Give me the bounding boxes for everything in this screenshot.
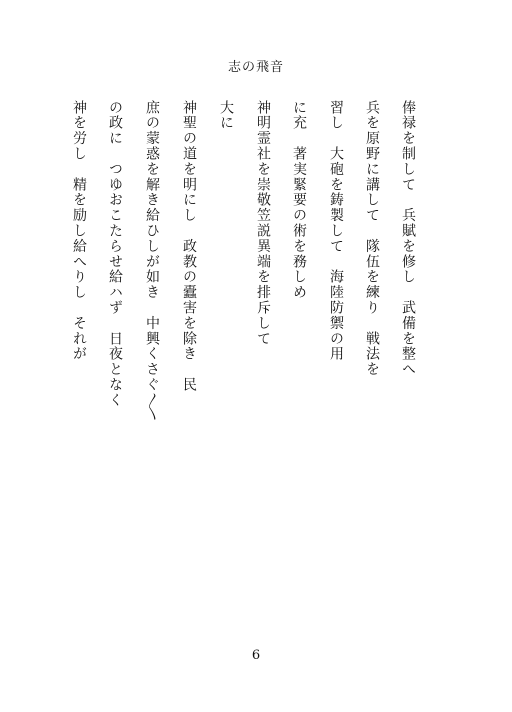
text-line-3: 習し 大砲を鋳製して 海陸防禦の用 <box>328 100 344 362</box>
text-line-9: の政に つゆおこたらせ給ハず 日夜となく <box>107 100 123 408</box>
text-line-5: 神明霊社を崇敬笠説異端を排斥して <box>255 100 271 347</box>
page-number: 6 <box>251 648 261 663</box>
text-line-2: 兵を原野に講して 隊伍を練り 戦法を <box>364 100 380 378</box>
text-line-8: 庶の蒙惑を解き給ひしが如き 中興くさぐ〱 <box>144 100 160 422</box>
text-line-6: 大に <box>218 100 234 131</box>
text-line-7: 神聖の道を明にし 政教の蠹害を除き 民 <box>181 100 197 393</box>
text-line-10: 神を労し 精を励し給へりし それが <box>71 100 87 362</box>
running-title: 志の飛音 <box>227 60 284 75</box>
text-line-1: 俸禄を制して 兵賦を修し 武備を整へ <box>400 100 416 378</box>
text-line-4: に充 著実緊要の術を務しめ <box>291 100 307 301</box>
